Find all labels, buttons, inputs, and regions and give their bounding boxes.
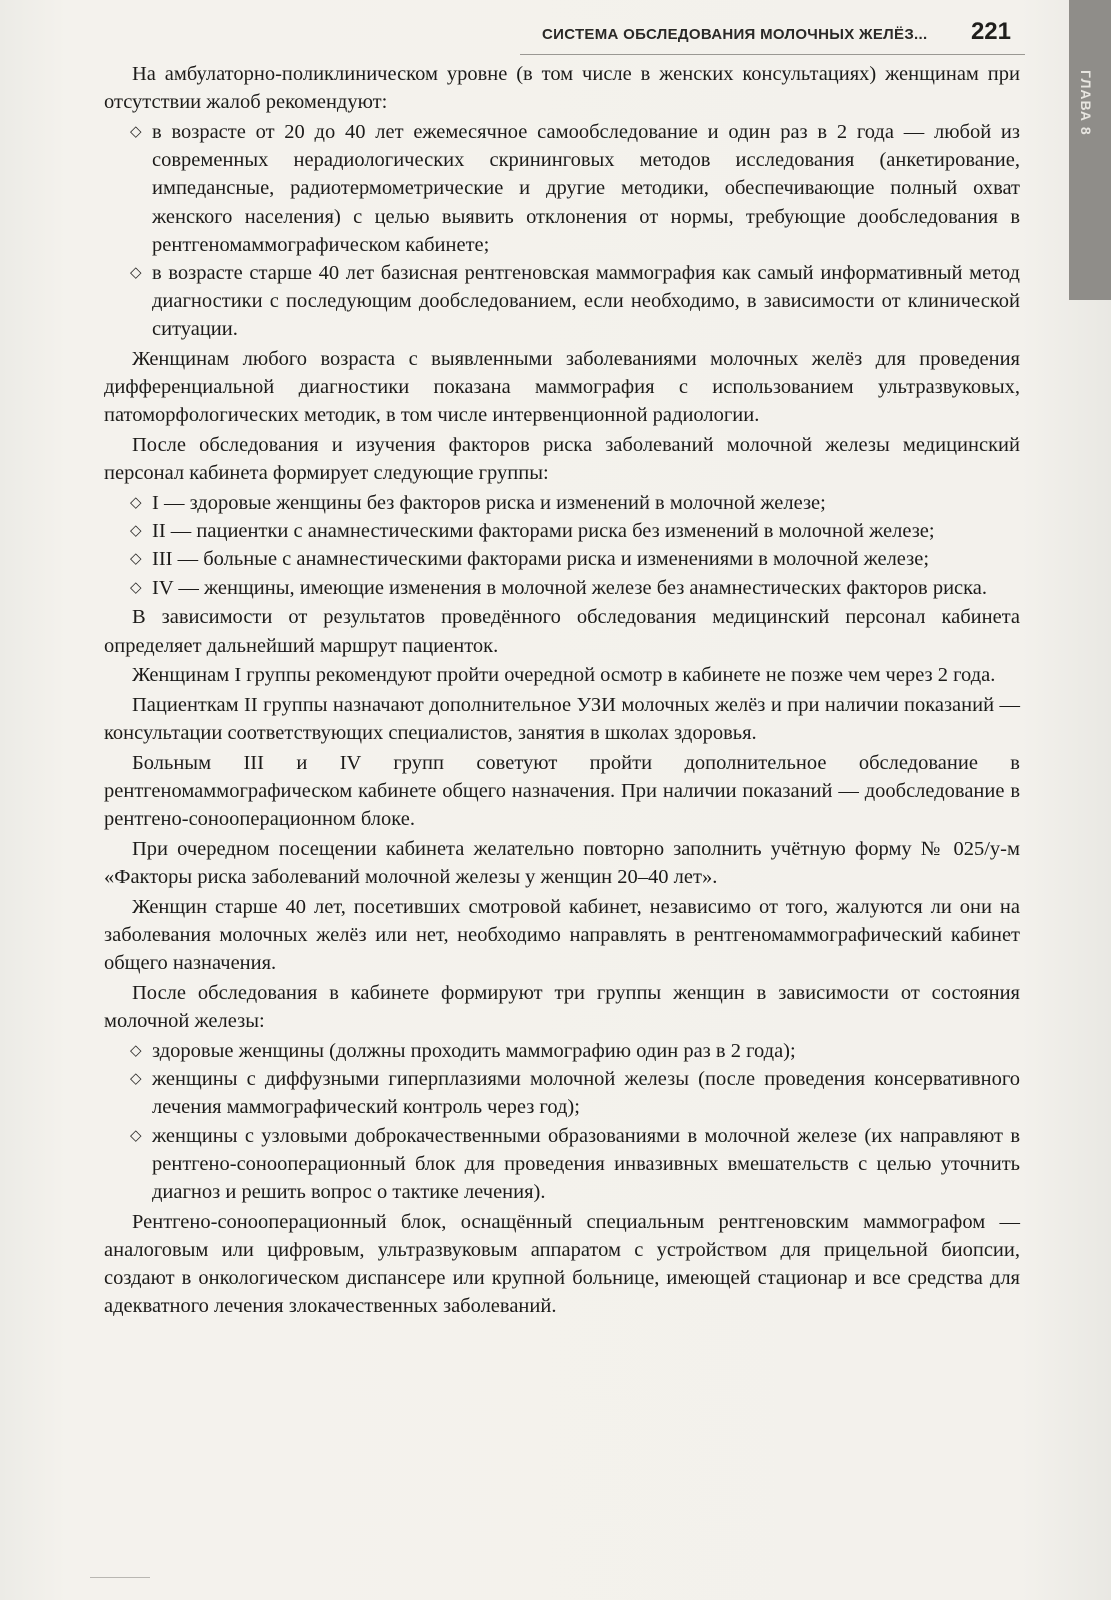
paragraph: Женщинам любого возраста с выявленными заболеваниями молочных желёз для проведения дифференциальной диагностики показана маммография с использованием ультразвуковых, патоморфологических методик, в том числе интервенционной радиологии. [104,348,1020,427]
list-item: ◇ III — больные с анамнестическими факторами риска и изменениями в молочной железе; [104,545,1020,573]
page-body [104,60,1020,1322]
bullet-list-screening [104,118,1020,344]
paragraph: Женщин старше 40 лет, посетивших смотровой кабинет, независимо от того, жалуются ли они на заболевания молочных желёз или нет, необходимо направлять в рентгеномаммографический кабинет общего назначения. [104,895,1020,975]
paragraph: На амбулаторно-поликлиническом уровне (в том числе в женских консультациях) женщинам при отсутствии жалоб рекомендуют: [104,63,1020,114]
list-item: ◇ в возрасте старше 40 лет базисная рентгеновская маммография как самый информативный метод диагностики с последующим дообследованием, если необходимо, в зависимости от клинической ситуации. [104,259,1020,344]
page-edge-divider [90,1577,150,1578]
paragraph: В зависимости от результатов проведённого обследования медицинский персонал кабинета определяет дальнейший маршрут пациенток. [104,606,1020,657]
page-number: 221 [970,18,1011,45]
list-item: ◇ I — здоровые женщины без факторов риска и изменений в молочной железе; [104,489,1020,517]
paragraph: Больным III и IV групп советуют пройти дополнительное обследование в рентгеномаммографическом кабинете общего назначения. При наличии показаний — дообследование в рентгено-сонооперационном блоке. [104,751,1020,831]
bullet-list-groups [104,489,1020,602]
list-item: ◇ здоровые женщины (должны проходить маммографию один раз в 2 года); [104,1037,1020,1065]
bullet-list-result-groups [104,1037,1020,1206]
paragraph: При очередном посещении кабинета желательно повторно заполнить учётную форму № 025/у-м «Факторы риска заболеваний молочной железы у женщин 20–40 лет». [104,837,1020,889]
list-item: ◇ II — пациентки с анамнестическими факторами риска без изменений в молочной железе; [104,517,1020,545]
list-item: ◇ женщины с узловыми доброкачественными образованиями в молочной железе (их направляют в рентгено-сонооперационный блок для проведения инвазивных вмешательств с целью уточнить диагноз и решить вопрос о тактике лечения). [104,1122,1020,1207]
page-header [520,14,1025,55]
paragraph: Пациенткам II группы назначают дополнительное УЗИ молочных желёз и при наличии показаний — консультации соответствующих специалистов, занятия в школах здоровья. [104,693,1020,745]
paragraph: После обследования и изучения факторов риска заболеваний молочной железы медицинский персонал кабинета формирует следующие группы: [104,434,1020,485]
running-head: СИСТЕМА ОБСЛЕДОВАНИЯ МОЛОЧНЫХ ЖЕЛЁЗ... [542,26,928,43]
list-item: ◇ в возрасте от 20 до 40 лет ежемесячное самообследование и один раз в 2 года — любой из современных нерадиологических скрининговых методов исследования (анкетирование, импедансные, радиотермометрические и другие методики, обеспечивающие полный охват женского населения) с целью выявить отклонения от нормы, требующие дообследования в рентгеномаммографическом кабинете; [104,118,1020,259]
paragraph: Рентгено-сонооперационный блок, оснащённый специальным рентгеновским маммографом — аналоговым или цифровым, ультразвуковым аппаратом с устройством для прицельной биопсии, создают в онкологическом диспансере или крупной больнице, имеющей стационар и все средства для адекватного лечения злокачественных заболеваний. [104,1210,1020,1318]
chapter-side-tab [1069,0,1111,300]
paragraph: Женщинам I группы рекомендуют пройти очередной осмотр в кабинете не позже чем через 2 года. [132,664,996,687]
chapter-tab-label: ГЛАВА 8 [1078,70,1094,136]
list-item: ◇ IV — женщины, имеющие изменения в молочной железе без анамнестических факторов риска. [104,574,1020,602]
paragraph: После обследования в кабинете формируют три группы женщин в зависимости от состояния молочной железы: [104,982,1020,1033]
list-item: ◇ женщины с диффузными гиперплазиями молочной железы (после проведения консервативного лечения маммографический контроль через год); [104,1065,1020,1121]
